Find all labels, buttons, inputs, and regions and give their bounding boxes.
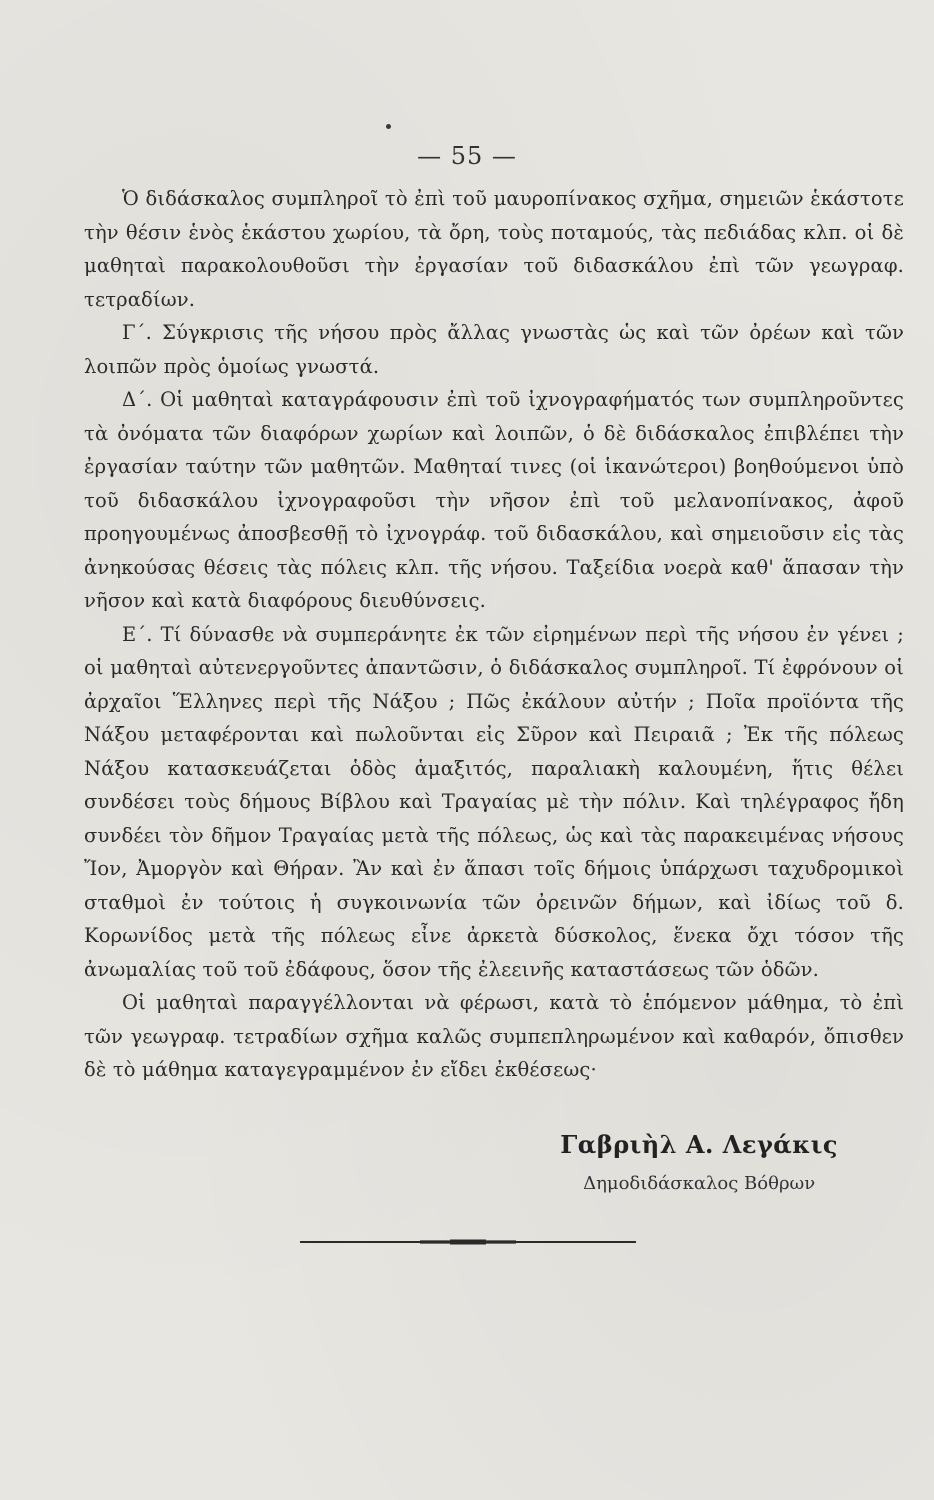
paragraph-section-e: Ε΄. Τί δύνασθε νὰ συμπεράνητε ἐκ τῶν εἰρημένων περὶ τῆς νήσου ἐν γένει ; οἱ μαθηταὶ αὐτενεργοῦντες ἀπαντῶσιν, ὁ διδάσκαλος συμπληροῖ. Τί ἐφρόνουν οἱ ἀρχαῖοι Ἕλληνες περὶ τῆς Νάξου ; Πῶς ἐκάλουν αὐτήν ; Ποῖα προϊόντα τῆς Νάξου μεταφέρονται καὶ πωλοῦνται εἰς Σῦρον καὶ Πειραιᾶ ; Ἐκ τῆς πόλεως Νάξου κατασκευάζεται ὁδὸς ἁμαξιτός, παραλιακὴ καλουμένη, ἥτις θέλει συνδέσει τοὺς δήμους Βίβλου καὶ Τραγαίας μὲ τὴν πόλιν. Καὶ τηλέγραφος ἤδη συνδέει τὸν δῆμον Τραγαίας μετὰ τῆς πόλεως, ὡς καὶ τὰς παρακειμένας νήσους Ἴον, Ἀμοργὸν καὶ Θήραν. Ἂν καὶ ἐν ἅπασι τοῖς δήμοις ὑπάρχωσι ταχυδρομικοὶ σταθμοὶ ἐν τούτοις ἡ συγκοινωνία τῶν ὀρεινῶν δήμων, καὶ ἰδίως τοῦ δ. Κορωνίδος μετὰ τῆς πόλεως εἶνε ἀρκετὰ δύσκολος, ἕνεκα ὄχι τόσον τῆς ἀνωμαλίας τοῦ τοῦ ἐδάφους, ὅσον τῆς ἐλεεινῆς καταστάσεως τῶν ὁδῶν. xyxy=(84,622,904,981)
author-title: Δημοδιδάσκαλος Βόθρων xyxy=(583,1173,816,1194)
paragraph-homework: Οἱ μαθηταὶ παραγγέλλονται νὰ φέρωσι, κατὰ τὸ ἑπόμενον μάθημα, τὸ ἐπὶ τῶν γεωγραφ. τετραδίων σχῆμα καλῶς συμπεπληρωμένον καὶ καθαρόν, ὄπισθεν δὲ τὸ μάθημα καταγεγραμμένον ἐν εἴδει ἐκθέσεως· xyxy=(84,991,904,1081)
ornamental-divider xyxy=(300,1238,636,1246)
paragraph-section-d: Δ΄. Οἱ μαθηταὶ καταγράφουσιν ἐπὶ τοῦ ἰχνογραφήματός των συμπληροῦντες τὰ ὀνόματα τῶν διαφόρων χωρίων καὶ λοιπῶν, ὁ δὲ διδάσκαλος ἐπιβλέπει τὴν ἐργασίαν ταύτην τῶν μαθητῶν. Μαθηταί τινες (οἱ ἱκανώτεροι) βοηθούμενοι ὑπὸ τοῦ διδασκάλου ἰχνογραφοῦσι τὴν νῆσον ἐπὶ τοῦ μελανοπίνακος, ἀφοῦ προηγουμένως ἀποσβεσθῇ τὸ ἰχνογράφ. τοῦ διδασκάλου, καὶ σημειοῦσιν εἰς τὰς ἀνηκούσας θέσεις τὰς πόλεις κλπ. τῆς νήσου. Ταξείδια νοερὰ καθ' ἅπασαν τὴν νῆσον καὶ κατὰ διαφόρους διευθύνσεις. xyxy=(84,388,904,612)
ink-dot xyxy=(386,124,391,129)
page-number: — 55 — xyxy=(417,142,517,170)
signature-block xyxy=(560,1130,838,1194)
body-text xyxy=(84,182,904,1087)
author-name: Γαβριὴλ Α. Λεγάκις xyxy=(560,1130,838,1159)
paragraph-section-c: Γ΄. Σύγκρισις τῆς νήσου πρὸς ἄλλας γνωστὰς ὡς καὶ τῶν ὀρέων καὶ τῶν λοιπῶν πρὸς ὁμοίως γνωστά. xyxy=(84,321,904,378)
paragraph-intro: Ὁ διδάσκαλος συμπληροῖ τὸ ἐπὶ τοῦ μαυροπίνακος σχῆμα, σημειῶν ἑκάστοτε τὴν θέσιν ἑνὸς ἑκάστου χωρίου, τὰ ὄρη, τοὺς ποταμούς, τὰς πεδιάδας κλπ. οἱ δὲ μαθηταὶ παρακολουθοῦσι τὴν ἐργασίαν τοῦ διδασκάλου ἐπὶ τῶν γεωγραφ. τετραδίων. xyxy=(84,187,904,311)
